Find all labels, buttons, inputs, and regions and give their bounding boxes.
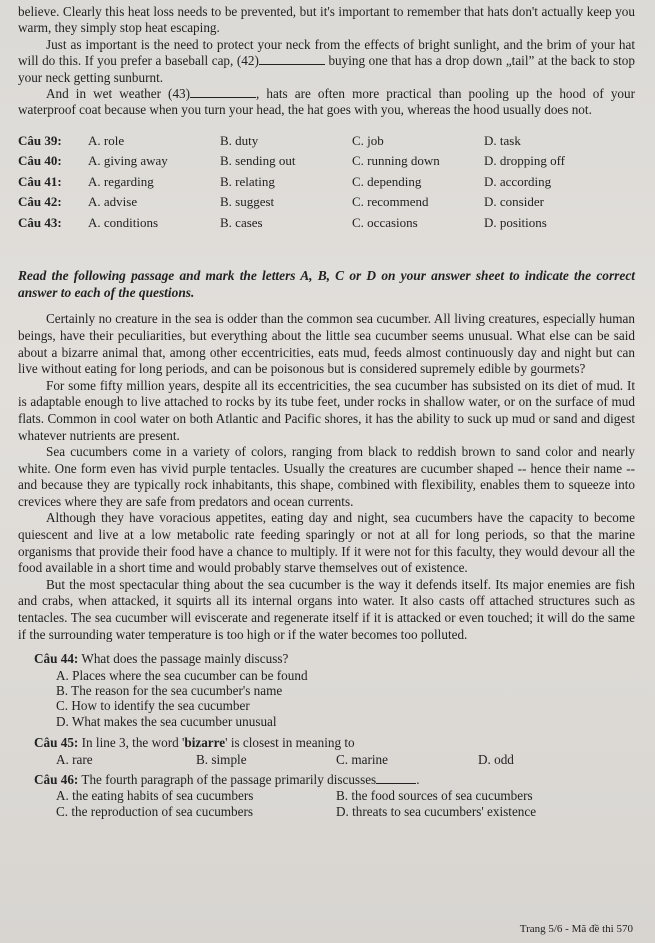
- option-b: B. duty: [220, 132, 259, 148]
- intro-paragraph-1: believe. Clearly this heat loss needs to be prevented, but it's important to remember that hats don't actually keep you warm, they simply stop heat escaping.: [18, 4, 635, 36]
- options-row: [56, 788, 635, 803]
- intro-paragraph-3: [18, 86, 635, 119]
- question-text: In line 3, the word ': [81, 735, 185, 751]
- question-stem: [34, 735, 635, 751]
- option-a: A. giving away: [88, 153, 168, 169]
- option-d: D. odd: [478, 751, 514, 767]
- option-a: A. rare: [56, 751, 93, 767]
- intro-paragraph-2: [18, 37, 635, 86]
- option-b: B. relating: [220, 173, 275, 189]
- option-c: C. the reproduction of sea cucumbers: [56, 803, 254, 819]
- question-number: Câu 45:: [34, 735, 79, 751]
- option-b: B. cases: [220, 214, 263, 230]
- reading-passage: [18, 311, 635, 643]
- option-c: C. depending: [352, 173, 422, 189]
- table-row: [18, 131, 635, 152]
- option-d: D. task: [484, 132, 521, 148]
- question-number: Câu 43:: [18, 214, 62, 230]
- option-d: D. dropping off: [484, 153, 566, 169]
- table-row: [18, 213, 635, 234]
- option-b: B. suggest: [220, 194, 275, 210]
- option-d: D. What makes the sea cucumber unusual: [56, 713, 277, 729]
- option-c: C. occasions: [352, 214, 418, 230]
- blank-42: [259, 53, 325, 65]
- question-stem: [34, 651, 635, 667]
- question-text: ' is closest in meaning to: [225, 735, 355, 751]
- section-instruction: Read the following passage and mark the letters A, B, C or D on your answer sheet to indicate the correct answer to each of the questions.: [18, 268, 635, 301]
- passage-paragraph-5: But the most spectacular thing about the sea cucumber is the way it defends itself. Its major enemies are fish and crabs, when attacked, it squirts all its internal organs into water. It also casts off attached structures such as tentacles. The sea cucumber will eviscerate and regenerate itself if it is attacked or even touched; it will do the same if the surrounding water temperature is too high or if the water becomes too polluted.: [18, 576, 635, 642]
- question-44: [34, 651, 635, 729]
- intro-text: Just as important is the need to protect your neck from the effects of bright sunlight, and the brim of your hat will do this. If you prefer a baseball cap, (42): [18, 36, 635, 69]
- question-number: Câu 40:: [18, 153, 62, 169]
- option-d: D. threats to sea cucumbers' existence: [336, 803, 537, 819]
- question-46: [34, 772, 635, 819]
- cloze-answer-table: [18, 131, 635, 234]
- option-b: B. simple: [196, 751, 247, 767]
- option-a: A. regarding: [88, 173, 154, 189]
- options-row: [56, 752, 635, 767]
- option-d: D. consider: [484, 194, 544, 210]
- option-a: A. the eating habits of sea cucumbers: [56, 788, 254, 804]
- question-stem: Câu 46: The fourth paragraph of the passage primarily discusses .: [34, 772, 420, 788]
- key-word: bizarre: [184, 735, 226, 751]
- intro-text: And in wet weather (43): [46, 86, 191, 102]
- blank-46: [376, 772, 416, 784]
- option-b: B. The reason for the sea cucumber's name: [56, 683, 283, 699]
- question-text: The fourth paragraph of the passage primarily discusses: [81, 772, 377, 788]
- passage-paragraph-2: For some fifty million years, despite all its eccentricities, the sea cucumber has subsisted on its diet of mud. It is adaptable enough to live attached to rocks by its tube feet, under rocks in shallow water, or on the surface of mud flats. Common in cool water on both Atlantic and Pacific shores, it has the ability to suck up mud or sand and digest whatever nutrients are present.: [18, 377, 635, 443]
- intro-text: buying one that has a drop down „tail” at the back to stop your neck getting sunburnt.: [18, 53, 635, 85]
- question-text: What does the passage mainly discuss?: [81, 651, 289, 667]
- option-c: C. running down: [352, 153, 440, 169]
- option-d: D. according: [484, 173, 552, 189]
- option-a: A. advise: [88, 194, 138, 210]
- option-c: C. How to identify the sea cucumber: [56, 698, 250, 714]
- option-c: C. recommend: [352, 194, 429, 210]
- option-a: A. Places where the sea cucumber can be found: [56, 667, 308, 683]
- passage-paragraph-1: Certainly no creature in the sea is odder than the common sea cucumber. All living creatures, especially human beings, have their peculiarities, but everything about the little sea cucumber seems unusual. What else can be said about a bizarre animal that, among other eccentricities, eats mud, feeds almost continuously day and night but can live without eating for long periods, and can be poisonous but is considered supremely edible by gourmets?: [18, 311, 635, 377]
- question-number: Câu 42:: [18, 194, 62, 210]
- page-footer: Trang 5/6 - Mã đề thi 570: [519, 922, 633, 935]
- option-a: A. conditions: [88, 214, 159, 230]
- passage-paragraph-4: Although they have voracious appetites, eating day and night, sea cucumbers have the capacity to become quiescent and live at a low metabolic rate feeding sparingly or not at all for long periods, so that the marine organisms that provide their food have a chance to multiply. If it were not for this faculty, they would devour all the food available in a short time and would probably starve themselves out of existence.: [18, 510, 635, 576]
- intro-text: , hats are often more practical than pooling up the hood of your waterproof coat because when you turn your head, the hat goes with you, whereas the hood usually does not.: [18, 86, 635, 118]
- blank-43: [190, 86, 256, 98]
- table-row: [18, 151, 635, 172]
- option-d: D. positions: [484, 214, 547, 230]
- option-c: C. marine: [336, 751, 389, 767]
- option-b: B. the food sources of sea cucumbers: [336, 788, 533, 804]
- options-row: [56, 804, 635, 819]
- question-number: Câu 39:: [18, 132, 62, 148]
- question-number: Câu 44:: [34, 651, 79, 667]
- option-c: C. job: [352, 132, 384, 148]
- table-row: [18, 192, 635, 213]
- option-b: B. sending out: [220, 153, 296, 169]
- passage-paragraph-3: Sea cucumbers come in a variety of colors, ranging from black to reddish brown to sand color and nearly white. One form even has vivid purple tentacles. Usually the creatures are cucumber shaped -- hence their name -- and because they are typically rock inhabitants, this shape, combined with flexibility, enables them to squeeze into crevices where they are safe from predators and ocean currents.: [18, 444, 635, 509]
- question-number: Câu 41:: [18, 173, 62, 189]
- question-number: Câu 46:: [34, 772, 79, 788]
- question-45: [34, 735, 635, 767]
- table-row: [18, 172, 635, 193]
- option-a: A. role: [88, 132, 125, 148]
